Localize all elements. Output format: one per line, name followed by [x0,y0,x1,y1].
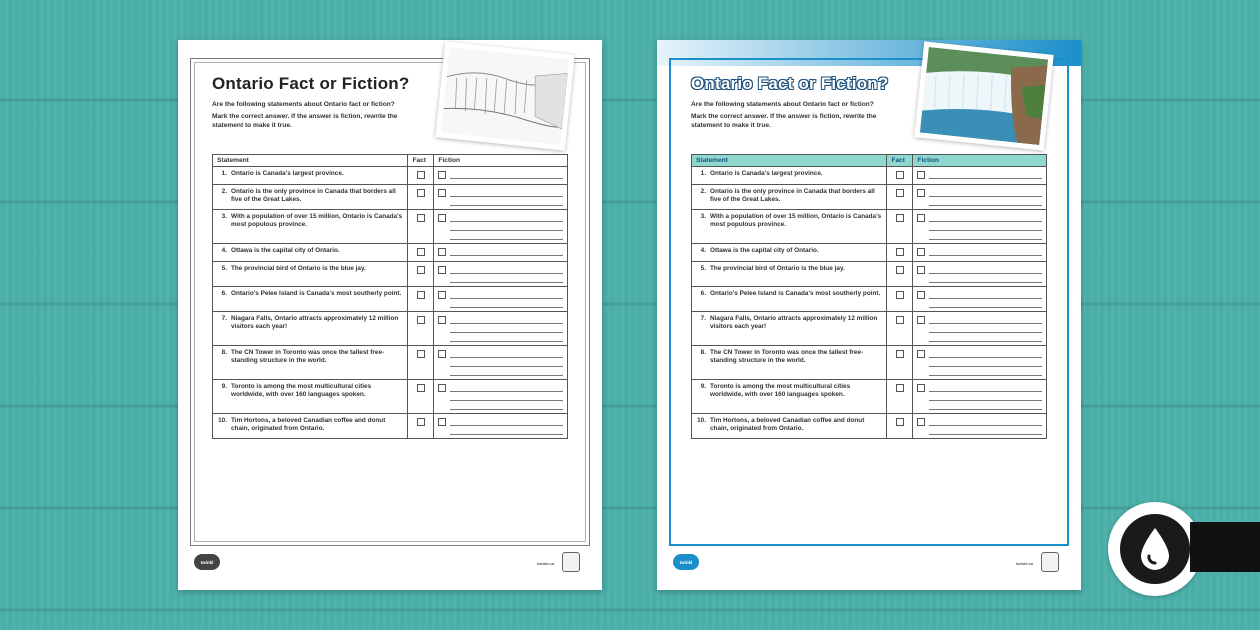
writing-line[interactable] [929,401,1042,410]
instruction-line: Are the following statements about Ontario fact or fiction? [691,101,874,108]
writing-line[interactable] [450,222,563,231]
ink-saver-button-face[interactable] [1120,514,1190,584]
fiction-cell [434,244,568,262]
footer-text: twinkl.ca [537,561,554,566]
fact-checkbox[interactable] [896,291,904,299]
badge-icon [1041,552,1059,572]
column-header-statement: Statement [213,155,408,167]
writing-line[interactable] [929,333,1042,342]
fiction-checkbox[interactable] [917,418,925,426]
table-row [692,414,1047,439]
fiction-cell [434,287,568,312]
rewrite-lines[interactable] [450,170,563,179]
fiction-cell [434,380,568,414]
row-number: 8. [221,349,227,356]
column-header-statement: Statement [692,155,887,167]
statement-cell [692,167,887,185]
statement-text: Ontario is Canada's largest province. [710,170,823,177]
ink-saver-tab[interactable] [1190,522,1260,572]
fiction-checkbox[interactable] [438,291,446,299]
twinkl-logo: twinkl [194,554,220,570]
fact-cell [408,380,434,414]
table-row [213,262,568,287]
table-row [692,244,1047,262]
fiction-cell [913,185,1047,210]
rewrite-lines[interactable] [450,265,563,283]
fact-cell [408,262,434,287]
worksheet-preview-bw [178,40,602,590]
fact-checkbox[interactable] [896,418,904,426]
statement-text: Ontario is the only province in Canada that borders all five of the Great Lakes. [710,188,875,204]
table-row [213,414,568,439]
row-number: 1. [700,170,706,177]
row-number: 3. [221,213,227,220]
statement-cell [213,380,408,414]
fact-checkbox[interactable] [896,266,904,274]
twinkl-logo: twinkl [673,554,699,570]
instructions [212,100,412,130]
statements-table [691,154,1047,439]
worksheet-title: Ontario Fact or Fiction? [691,74,889,93]
statement-cell [213,312,408,346]
writing-line[interactable] [929,222,1042,231]
fiction-cell [434,414,568,439]
statement-cell [692,262,887,287]
statement-cell [213,210,408,244]
statement-text: Tim Hortons, a beloved Canadian coffee and donut chain, originated from Ontario. [231,417,386,433]
fact-checkbox[interactable] [417,316,425,324]
fact-checkbox[interactable] [896,189,904,197]
writing-line[interactable] [929,170,1042,179]
statement-cell [692,210,887,244]
fact-checkbox[interactable] [417,189,425,197]
fiction-checkbox[interactable] [438,384,446,392]
fact-cell [408,185,434,210]
fact-cell [408,346,434,380]
fiction-cell [913,167,1047,185]
writing-line[interactable] [450,333,563,342]
fiction-checkbox[interactable] [438,189,446,197]
writing-line[interactable] [450,367,563,376]
statement-text: Toronto is among the most multicultural cities worldwide, with over 160 languages spoken. [710,383,851,399]
statement-text: With a population of over 15 million, Ontario is Canada's most populous province. [710,213,882,229]
statements-body [692,167,1047,439]
fiction-checkbox[interactable] [917,189,925,197]
table-row [213,244,568,262]
fiction-cell [913,414,1047,439]
table-row [213,210,568,244]
row-number: 3. [700,213,706,220]
niagara-falls-sketch-image [435,41,574,150]
rewrite-lines[interactable] [929,349,1042,376]
rewrite-lines[interactable] [929,265,1042,283]
writing-line[interactable] [929,349,1042,358]
statement-text: Niagara Falls, Ontario attracts approximately 12 million visitors each year! [710,315,878,331]
fact-cell [408,414,434,439]
fiction-checkbox[interactable] [438,418,446,426]
row-number: 9. [221,383,227,390]
statements-body [213,167,568,439]
fiction-cell [434,262,568,287]
fact-cell [887,185,913,210]
writing-line[interactable] [450,383,563,392]
writing-line[interactable] [450,274,563,283]
fiction-cell [434,312,568,346]
rewrite-lines[interactable] [929,213,1042,240]
statement-cell [213,262,408,287]
statement-text: Toronto is among the most multicultural cities worldwide, with over 160 languages spoken. [231,383,372,399]
fiction-cell [913,210,1047,244]
rewrite-lines[interactable] [450,247,563,256]
writing-line[interactable] [929,324,1042,333]
table-row [692,210,1047,244]
niagara-falls-photo [914,41,1053,150]
statement-cell [213,346,408,380]
instruction-line: Are the following statements about Ontario fact or fiction? [212,101,395,108]
writing-line[interactable] [450,231,563,240]
writing-line[interactable] [450,401,563,410]
writing-line[interactable] [450,290,563,299]
fact-cell [887,244,913,262]
writing-line[interactable] [450,265,563,274]
table-row [213,167,568,185]
fact-checkbox[interactable] [896,316,904,324]
writing-line[interactable] [929,299,1042,308]
table-row [213,287,568,312]
fiction-checkbox[interactable] [917,350,925,358]
statement-text: Ontario is Canada's largest province. [231,170,344,177]
statement-cell [692,312,887,346]
fact-checkbox[interactable] [417,418,425,426]
fiction-cell [434,185,568,210]
fact-cell [408,312,434,346]
fiction-checkbox[interactable] [438,350,446,358]
fact-cell [887,312,913,346]
writing-line[interactable] [929,274,1042,283]
statement-text: Tim Hortons, a beloved Canadian coffee and donut chain, originated from Ontario. [710,417,865,433]
badge-icon [562,552,580,572]
rewrite-lines[interactable] [450,417,563,435]
writing-line[interactable] [929,417,1042,426]
rewrite-lines[interactable] [929,315,1042,342]
row-number: 4. [221,247,227,254]
footer-text: twinkl.ca [1016,561,1033,566]
instruction-line: Mark the correct answer. If the answer is fiction, rewrite the statement to make it true. [212,113,398,129]
statement-cell [692,380,887,414]
statement-text: Niagara Falls, Ontario attracts approximately 12 million visitors each year! [231,315,399,331]
fact-cell [887,287,913,312]
fiction-checkbox[interactable] [917,291,925,299]
statement-cell [213,244,408,262]
rewrite-lines[interactable] [929,188,1042,206]
writing-line[interactable] [450,247,563,256]
rewrite-lines[interactable] [929,290,1042,308]
row-number: 5. [221,265,227,272]
statement-text: The provincial bird of Ontario is the blue jay. [231,265,366,272]
table-row [692,167,1047,185]
table-row [213,185,568,210]
statement-text: Ontario's Pelee Island is Canada's most southerly point. [231,290,402,297]
table-row [213,346,568,380]
statements-table [212,154,568,439]
statement-cell [692,185,887,210]
fact-checkbox[interactable] [417,266,425,274]
statement-text: Ontario's Pelee Island is Canada's most southerly point. [710,290,881,297]
fiction-checkbox[interactable] [438,316,446,324]
writing-line[interactable] [450,324,563,333]
fact-cell [408,244,434,262]
row-number: 7. [221,315,227,322]
rewrite-lines[interactable] [450,349,563,376]
fiction-checkbox[interactable] [438,214,446,222]
column-header-fact: Fact [887,155,913,167]
writing-line[interactable] [450,299,563,308]
ink-saver-button[interactable] [1108,502,1202,596]
statement-cell [692,346,887,380]
table-row [692,380,1047,414]
writing-line[interactable] [929,188,1042,197]
writing-line[interactable] [929,358,1042,367]
fact-checkbox[interactable] [896,350,904,358]
fact-cell [887,380,913,414]
statement-text: The CN Tower in Toronto was once the tallest free-standing structure in the world. [710,349,864,365]
statement-text: Ontario is the only province in Canada that borders all five of the Great Lakes. [231,188,396,204]
fact-cell [408,210,434,244]
writing-line[interactable] [929,426,1042,435]
fiction-cell [913,262,1047,287]
row-number: 1. [221,170,227,177]
writing-line[interactable] [929,265,1042,274]
fiction-cell [913,346,1047,380]
fact-cell [408,167,434,185]
row-number: 6. [221,290,227,297]
fact-checkbox[interactable] [896,248,904,256]
worksheet-preview-colour [657,40,1081,590]
column-header-fiction: Fiction [434,155,568,167]
writing-line[interactable] [929,367,1042,376]
writing-line[interactable] [450,188,563,197]
writing-line[interactable] [450,315,563,324]
writing-line[interactable] [450,417,563,426]
fact-checkbox[interactable] [417,291,425,299]
rewrite-lines[interactable] [450,383,563,410]
statement-cell [692,414,887,439]
statement-cell [213,185,408,210]
fiction-checkbox[interactable] [917,248,925,256]
writing-line[interactable] [450,170,563,179]
writing-line[interactable] [450,197,563,206]
statement-cell [213,414,408,439]
row-number: 10. [218,417,227,424]
fact-checkbox[interactable] [417,171,425,179]
statement-text: Ottawa is the capital city of Ontario. [710,247,819,254]
fiction-checkbox[interactable] [438,266,446,274]
fact-cell [887,414,913,439]
fiction-cell [434,210,568,244]
fiction-cell [913,244,1047,262]
fact-cell [887,167,913,185]
writing-line[interactable] [929,290,1042,299]
fiction-cell [913,380,1047,414]
row-number: 7. [700,315,706,322]
fact-checkbox[interactable] [417,384,425,392]
instruction-line: Mark the correct answer. If the answer is fiction, rewrite the statement to make it true. [691,113,877,129]
fiction-cell [913,287,1047,312]
writing-line[interactable] [450,426,563,435]
writing-line[interactable] [929,315,1042,324]
column-header-fiction: Fiction [913,155,1047,167]
ink-drop-icon [1138,526,1172,572]
rewrite-lines[interactable] [929,247,1042,256]
row-number: 10. [697,417,706,424]
table-row [692,346,1047,380]
fact-cell [887,346,913,380]
fiction-checkbox[interactable] [438,171,446,179]
writing-line[interactable] [929,383,1042,392]
statement-text: The CN Tower in Toronto was once the tallest free-standing structure in the world. [231,349,385,365]
fact-checkbox[interactable] [417,350,425,358]
fiction-cell [913,312,1047,346]
fiction-checkbox[interactable] [917,171,925,179]
row-number: 9. [700,383,706,390]
statement-cell [213,287,408,312]
row-number: 5. [700,265,706,272]
fact-checkbox[interactable] [417,214,425,222]
row-number: 8. [700,349,706,356]
writing-line[interactable] [929,231,1042,240]
fiction-checkbox[interactable] [438,248,446,256]
statement-text: With a population of over 15 million, Ontario is Canada's most populous province. [231,213,403,229]
fiction-checkbox[interactable] [917,266,925,274]
instructions [691,100,891,130]
table-row [692,185,1047,210]
fact-cell [887,210,913,244]
column-header-fact: Fact [408,155,434,167]
fact-cell [408,287,434,312]
fact-checkbox[interactable] [896,171,904,179]
statement-cell [213,167,408,185]
table-row [213,312,568,346]
writing-line[interactable] [929,213,1042,222]
fiction-cell [434,346,568,380]
fact-checkbox[interactable] [896,214,904,222]
table-row [692,312,1047,346]
worksheet-title: Ontario Fact or Fiction? [212,74,410,93]
row-number: 2. [700,188,706,195]
row-number: 2. [221,188,227,195]
writing-line[interactable] [450,358,563,367]
rewrite-lines[interactable] [450,315,563,342]
writing-line[interactable] [929,392,1042,401]
statement-cell [692,244,887,262]
row-number: 6. [700,290,706,297]
fiction-cell [434,167,568,185]
writing-line[interactable] [450,349,563,358]
statement-cell [692,287,887,312]
table-row [692,262,1047,287]
fiction-checkbox[interactable] [917,214,925,222]
rewrite-lines[interactable] [450,290,563,308]
fact-cell [887,262,913,287]
rewrite-lines[interactable] [450,188,563,206]
writing-line[interactable] [450,392,563,401]
table-row [692,287,1047,312]
writing-line[interactable] [450,213,563,222]
rewrite-lines[interactable] [929,417,1042,435]
fact-checkbox[interactable] [417,248,425,256]
rewrite-lines[interactable] [929,170,1042,179]
writing-line[interactable] [929,247,1042,256]
rewrite-lines[interactable] [450,213,563,240]
fiction-checkbox[interactable] [917,316,925,324]
rewrite-lines[interactable] [929,383,1042,410]
fact-checkbox[interactable] [896,384,904,392]
row-number: 4. [700,247,706,254]
table-row [213,380,568,414]
fiction-checkbox[interactable] [917,384,925,392]
statement-text: The provincial bird of Ontario is the blue jay. [710,265,845,272]
statement-text: Ottawa is the capital city of Ontario. [231,247,340,254]
writing-line[interactable] [929,197,1042,206]
